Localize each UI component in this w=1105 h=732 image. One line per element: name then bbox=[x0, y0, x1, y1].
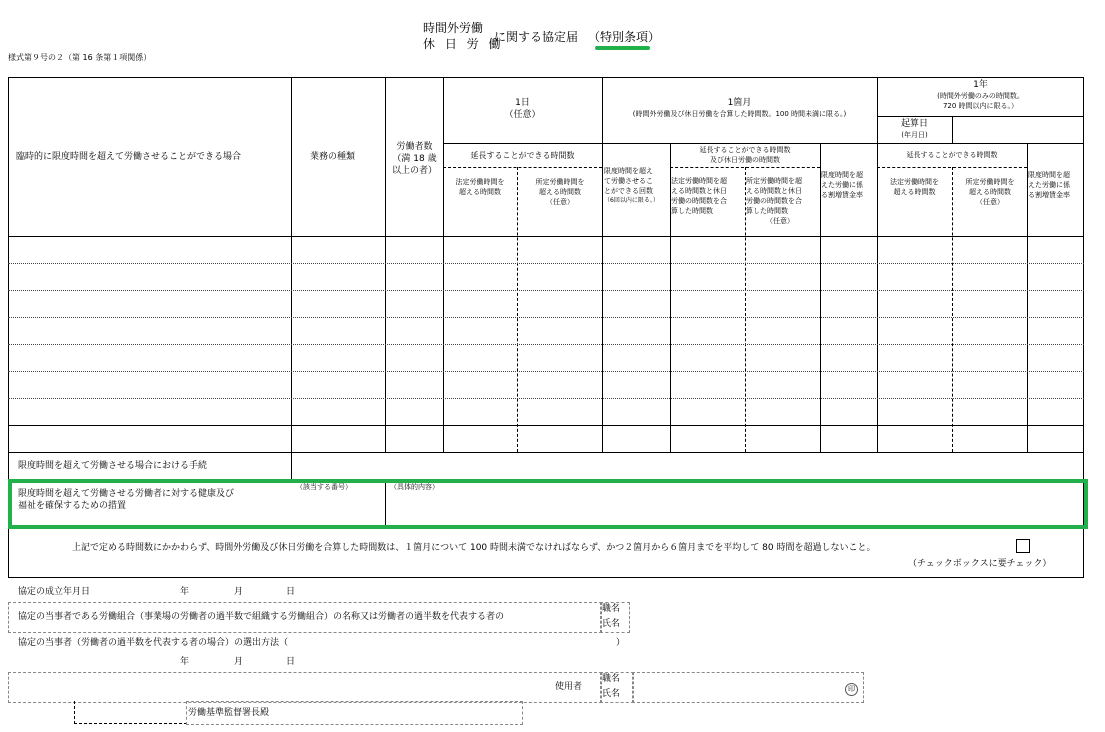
header-day-scheduled: 所定労働時間を 超える時間数 （任意） bbox=[535, 178, 585, 206]
table-cell[interactable] bbox=[878, 291, 951, 316]
table-cell[interactable] bbox=[9, 318, 290, 343]
header-workers: 労働者数 （満 18 歳 以上の者） bbox=[391, 142, 437, 176]
table-cell[interactable] bbox=[518, 372, 601, 397]
header-year-scheduled: 所定労働時間を 超える時間数 （任意） bbox=[965, 178, 1015, 206]
header-year-extend: 延長することができる時間数 bbox=[906, 151, 998, 159]
header-year: 1年 (時間外労働のみの時間数。 720 時間以内に限る。） bbox=[937, 80, 1024, 110]
header-day-extend: 延長することができる時間数 bbox=[470, 151, 575, 160]
table-cell[interactable] bbox=[821, 264, 876, 289]
table-cell[interactable] bbox=[292, 345, 384, 370]
header-day: 1日 （任意） bbox=[504, 98, 541, 120]
table-cell[interactable] bbox=[444, 237, 516, 262]
health-content-field[interactable]: （具体的内容） bbox=[390, 483, 439, 491]
table-cell[interactable] bbox=[953, 345, 1026, 370]
header-month-legal: 法定労働時間を超 える時間数と休日 労働の時間数を合 算した時間数 bbox=[671, 177, 727, 215]
table-cell[interactable] bbox=[9, 345, 290, 370]
title-underline bbox=[595, 46, 650, 50]
table-cell[interactable] bbox=[1028, 318, 1083, 343]
table-cell[interactable] bbox=[518, 237, 601, 262]
table-cell[interactable] bbox=[671, 318, 744, 343]
employer-label: 使用者 bbox=[555, 682, 583, 692]
table-cell[interactable] bbox=[821, 345, 876, 370]
title-line1: 時間外労働 bbox=[423, 21, 484, 35]
table-cell[interactable] bbox=[953, 237, 1026, 262]
title-line2: 休 日 労 働 bbox=[423, 37, 504, 51]
header-year-rate: 限度時間を超 えた労働に係 る割増賃金率 bbox=[1028, 171, 1070, 199]
header-month-extend: 延長することができる時間数 及び休日労働の時間数 bbox=[699, 146, 791, 164]
table-cell[interactable] bbox=[878, 345, 951, 370]
table-cell[interactable] bbox=[746, 426, 819, 451]
table-cell[interactable] bbox=[444, 291, 516, 316]
table-cell[interactable] bbox=[603, 372, 669, 397]
table-cell[interactable] bbox=[603, 291, 669, 316]
header-job: 業務の種類 bbox=[310, 152, 356, 162]
title-suffix: に関する協定届 bbox=[494, 30, 579, 44]
table-cell[interactable] bbox=[518, 399, 601, 424]
table-cell[interactable] bbox=[9, 237, 290, 262]
table-cell[interactable] bbox=[671, 291, 744, 316]
table-cell[interactable] bbox=[292, 291, 384, 316]
table-cell[interactable] bbox=[518, 318, 601, 343]
table-cell[interactable] bbox=[821, 237, 876, 262]
employer-name-field[interactable] bbox=[632, 672, 864, 703]
table-cell[interactable] bbox=[821, 372, 876, 397]
table-cell[interactable] bbox=[671, 399, 744, 424]
table-cell[interactable] bbox=[292, 264, 384, 289]
table-cell[interactable] bbox=[953, 264, 1026, 289]
table-cell[interactable] bbox=[444, 318, 516, 343]
method-close: ） bbox=[616, 638, 626, 648]
table-cell[interactable] bbox=[878, 372, 951, 397]
employer-box bbox=[8, 672, 602, 703]
header-year-start: 起算日 (年月日) bbox=[900, 119, 928, 139]
date2-month[interactable]: 月 bbox=[234, 657, 244, 667]
table-cell[interactable] bbox=[878, 318, 951, 343]
table-cell[interactable] bbox=[292, 426, 384, 451]
seal-icon: 印 bbox=[845, 683, 858, 696]
checkbox-label: （チェックボックスに要チェック） bbox=[908, 559, 1052, 569]
note-text: 上記で定める時間数にかかわらず、時間外労働及び休日労働を合算した時間数は、１箇月について 100 時間未満でなければならず、かつ２箇月から６箇月までを平均して 80 時間を超過しないこと。 bbox=[72, 543, 876, 553]
method-field[interactable] bbox=[340, 636, 610, 650]
union-name-label: 氏名 bbox=[602, 619, 621, 629]
table-cell[interactable] bbox=[386, 345, 442, 370]
table-cell[interactable] bbox=[953, 399, 1026, 424]
table-cell[interactable] bbox=[746, 318, 819, 343]
table-cell[interactable] bbox=[518, 291, 601, 316]
table-cell[interactable] bbox=[1028, 372, 1083, 397]
table-cell[interactable] bbox=[518, 345, 601, 370]
table-cell[interactable] bbox=[9, 291, 290, 316]
table-cell[interactable] bbox=[603, 237, 669, 262]
table-cell[interactable] bbox=[444, 264, 516, 289]
table-cell[interactable] bbox=[671, 345, 744, 370]
office-name-field[interactable] bbox=[74, 701, 187, 724]
table-cell[interactable] bbox=[953, 291, 1026, 316]
header-month: 1箇月 (時間外労働及び休日労働を合算した時間数。100 時間未満に限る。) bbox=[632, 98, 847, 118]
table-cell[interactable] bbox=[878, 426, 951, 451]
procedure-field[interactable] bbox=[293, 454, 1082, 478]
table-cell[interactable] bbox=[444, 426, 516, 451]
table-cell[interactable] bbox=[386, 318, 442, 343]
table-cell[interactable] bbox=[821, 426, 876, 451]
table-cell[interactable] bbox=[671, 372, 744, 397]
health-label: 限度時間を超えて労働させる労働者に対する健康及び 福祉を確保するための措置 bbox=[18, 489, 235, 511]
union-label: 協定の当事者である労働組合（事業場の労働者の過半数で組織する労働組合）の名称又は労働者の過半数を代表する者の bbox=[18, 612, 505, 622]
header-month-count: 限度時間を超え て労働させるこ とができる回数 （6回以内に限る。） bbox=[604, 167, 659, 204]
employer-name-label: 氏名 bbox=[602, 689, 621, 699]
table-cell[interactable] bbox=[292, 399, 384, 424]
table-cell[interactable] bbox=[746, 237, 819, 262]
table-cell[interactable] bbox=[1028, 426, 1083, 451]
table-cell[interactable] bbox=[878, 399, 951, 424]
table-cell[interactable] bbox=[9, 399, 290, 424]
table-cell[interactable] bbox=[878, 264, 951, 289]
year-start-date-field[interactable] bbox=[954, 118, 1082, 142]
table-cell[interactable] bbox=[821, 399, 876, 424]
date2-year[interactable]: 年 bbox=[180, 657, 190, 667]
table-cell[interactable] bbox=[292, 372, 384, 397]
table-cell[interactable] bbox=[953, 318, 1026, 343]
confirm-checkbox[interactable] bbox=[1016, 539, 1030, 553]
table-cell[interactable] bbox=[953, 426, 1026, 451]
date-label: 協定の成立年月日 bbox=[18, 587, 91, 597]
table-cell[interactable] bbox=[444, 372, 516, 397]
health-number-field[interactable]: （該当する番号） bbox=[296, 483, 352, 491]
table-cell[interactable] bbox=[603, 399, 669, 424]
header-case: 臨時的に限度時間を超えて労働させることができる場合 bbox=[16, 152, 242, 162]
date-month[interactable]: 月 bbox=[234, 587, 244, 597]
table-cell[interactable] bbox=[603, 264, 669, 289]
table-cell[interactable] bbox=[671, 237, 744, 262]
procedure-label: 限度時間を超えて労働させる場合における手続 bbox=[18, 461, 208, 471]
table-cell[interactable] bbox=[444, 345, 516, 370]
table-cell[interactable] bbox=[746, 345, 819, 370]
table-cell[interactable] bbox=[9, 264, 290, 289]
table-cell[interactable] bbox=[746, 372, 819, 397]
date2-day[interactable]: 日 bbox=[286, 657, 296, 667]
table-cell[interactable] bbox=[603, 426, 669, 451]
method-label: 協定の当事者（労働者の過半数を代表する者の場合）の選出方法（ bbox=[18, 638, 289, 648]
table-cell[interactable] bbox=[386, 426, 442, 451]
table-cell[interactable] bbox=[518, 426, 601, 451]
office-label: 労働基準監督署長殿 bbox=[188, 708, 270, 718]
table-cell[interactable] bbox=[671, 264, 744, 289]
table-cell[interactable] bbox=[603, 345, 669, 370]
table-cell[interactable] bbox=[386, 264, 442, 289]
table-cell[interactable] bbox=[603, 318, 669, 343]
header-month-scheduled: 所定労働時間を超 える時間数と休日 労働の時間数を合 算した時間数 （任意） bbox=[746, 177, 802, 225]
table-cell[interactable] bbox=[1028, 345, 1083, 370]
date-day[interactable]: 日 bbox=[286, 587, 296, 597]
table-cell[interactable] bbox=[444, 399, 516, 424]
table-cell[interactable] bbox=[292, 318, 384, 343]
table-cell[interactable] bbox=[1028, 237, 1083, 262]
table-cell[interactable] bbox=[9, 372, 290, 397]
title-special: （特別条項） bbox=[588, 30, 661, 44]
table-cell[interactable] bbox=[746, 291, 819, 316]
table-cell[interactable] bbox=[953, 372, 1026, 397]
table-cell[interactable] bbox=[746, 399, 819, 424]
table-cell[interactable] bbox=[878, 237, 951, 262]
table-cell[interactable] bbox=[386, 291, 442, 316]
form-number: 様式第９号の２（第 16 条第１項関係） bbox=[8, 53, 152, 62]
table-cell[interactable] bbox=[671, 426, 744, 451]
table-cell[interactable] bbox=[821, 291, 876, 316]
table-cell[interactable] bbox=[386, 372, 442, 397]
table-cell[interactable] bbox=[746, 264, 819, 289]
table-cell[interactable] bbox=[9, 426, 290, 451]
header-day-legal: 法定労働時間を 超える時間数 bbox=[455, 178, 505, 196]
union-title-label: 職名 bbox=[602, 604, 621, 614]
table-cell[interactable] bbox=[386, 399, 442, 424]
table-cell[interactable] bbox=[821, 318, 876, 343]
table-cell[interactable] bbox=[518, 264, 601, 289]
employer-title-label: 職名 bbox=[602, 674, 621, 684]
header-year-legal: 法定労働時間を 超える時間数 bbox=[890, 178, 939, 196]
table-cell[interactable] bbox=[386, 237, 442, 262]
date-year[interactable]: 年 bbox=[180, 587, 190, 597]
table-cell[interactable] bbox=[1028, 264, 1083, 289]
table-cell[interactable] bbox=[292, 237, 384, 262]
table-cell[interactable] bbox=[1028, 399, 1083, 424]
table-cell[interactable] bbox=[1028, 291, 1083, 316]
header-month-rate: 限度時間を超 えた労働に係 る割増賃金率 bbox=[821, 171, 863, 199]
